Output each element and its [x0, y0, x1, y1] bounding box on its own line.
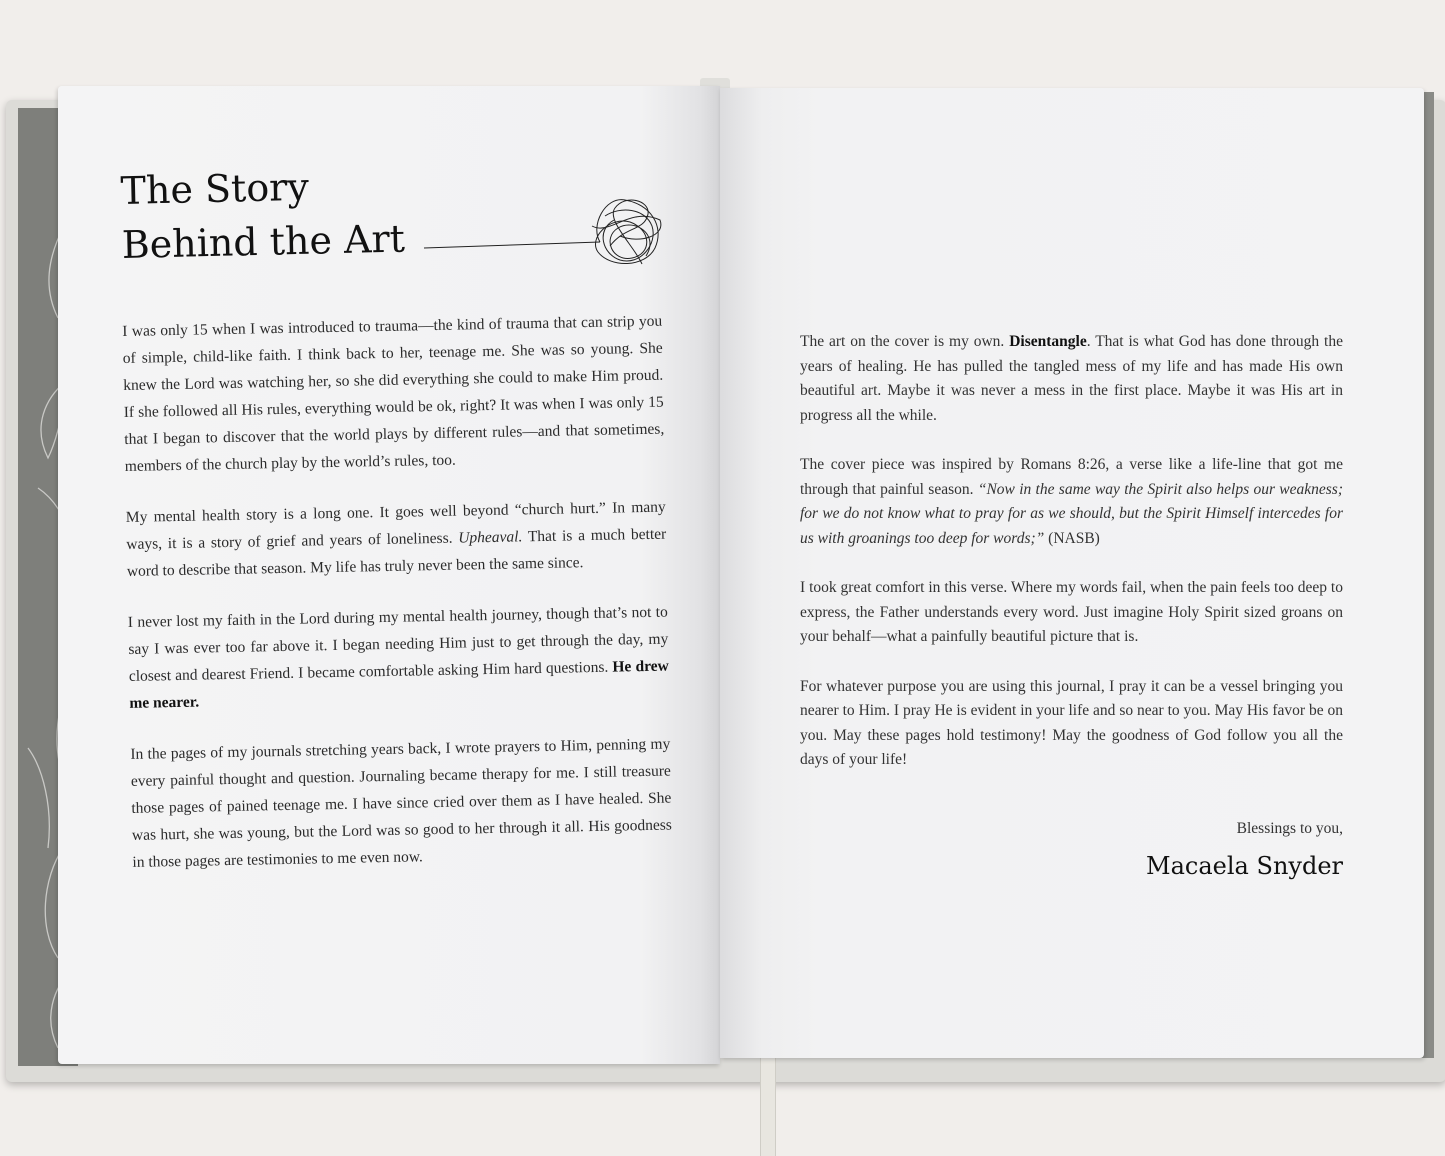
right-paragraph-2: The cover piece was inspired by Romans 8:26, a verse like a life-line that got me through that painful season. “Now in the same way the Spirit also helps our weakness; for we do not know what to pray for as we should, but the Spirit Himself intercedes for us with groanings too deep for words;” (NASB) [800, 456, 1343, 547]
left-paragraph-4: In the pages of my journals stretching years back, I wrote prayers to Him, penning my every painful thought and question. Journaling became therapy for me. I still treasure those pages of pained teenage me. I have since cried over them as I have healed. She was hurt, she was young, but the Lord was so good to her through it all. His goodness in those pages are testimonies to me even now. [130, 735, 672, 871]
ribbon-bookmark [760, 1052, 776, 1156]
scripture-quote: “Now in the same way the Spirit also helps our weakness; for we do not know what to pray for as we should, but the Spirit Himself intercedes for us with groanings too deep for words;” [800, 480, 1343, 547]
right-paragraph-1: The art on the cover is my own. Disentangle. That is what God has done through the years of healing. He has pulled the tangled mess of my life and has made His own beautiful art. Maybe it was never a mess in the first place. Maybe it was His art in progress all the while. [800, 333, 1343, 424]
emphasis-drew-me-nearer: He drew me nearer. [129, 657, 669, 712]
emphasis-disentangle: Disentangle [1009, 333, 1087, 350]
author-signature: Macaela Snyder [1146, 852, 1343, 880]
left-paragraph-2: My mental health story is a long one. It goes well beyond “church hurt.” In many ways, it is a story of grief and years of loneliness. Upheaval. That is a much better word to describe that season. My life has truly never been the same since. [125, 498, 667, 580]
title-line-2: Behind the Art [121, 216, 406, 267]
emphasis-upheaval: Upheaval. [458, 528, 523, 547]
title-line-1: The Story [120, 164, 310, 213]
right-paragraph-4: For whatever purpose you are using this journal, I pray it can be a vessel bringing you nearer to Him. I pray He is evident in your life and so near to you. May His favor be on you. May these pages hold testimony! May the goodness of God follow you all the days of your life! [800, 677, 1343, 768]
right-page-body [800, 330, 1343, 798]
sign-off: Blessings to you, [1236, 820, 1343, 837]
left-paragraph-3: I never lost my faith in the Lord during my mental health journey, though that’s not to say I was ever too far above it. I began needing Him just to get through the day, my closest and dearest Friend. I became comfortable asking Him hard questions. He drew me nearer. [127, 603, 669, 712]
tangled-scribble-icon [420, 186, 670, 276]
page-title [120, 158, 405, 272]
left-paragraph-1: I was only 15 when I was introduced to trauma—the kind of trauma that can strip you of simple, child-like faith. I think back to her, teenage me. She was so young. She knew the Lord was watching her, so she did everything she could to make Him proud. If she followed all His rules, everything would be ok, right? It was when I was only 15 that I began to discover that the world plays by different rules—and that sometimes, members of the church play by the world’s rules, too. [122, 312, 665, 475]
right-paragraph-3: I took great comfort in this verse. Where my words fail, when the pain feels too deep to express, the Father understands every word. Just imagine Holy Spirit sized groans on your behalf—what a painfully beautiful picture that is. [800, 579, 1343, 645]
left-page-body [122, 308, 673, 900]
